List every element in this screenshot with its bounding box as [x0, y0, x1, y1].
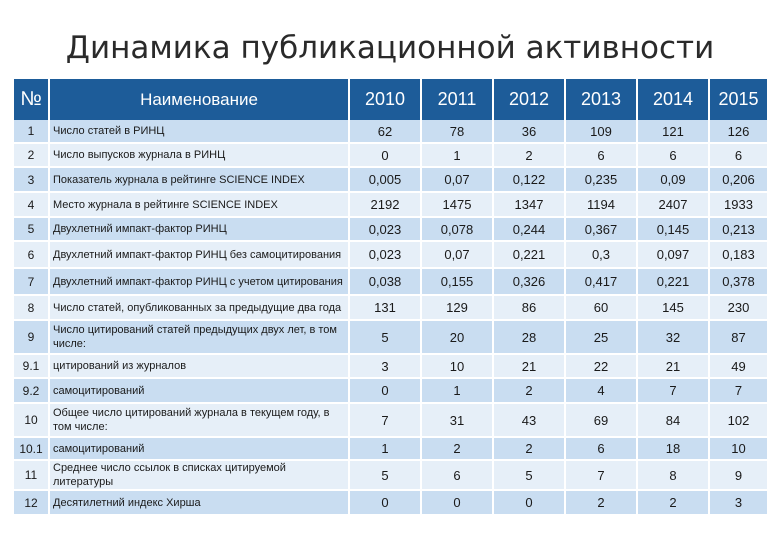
row-value: 86: [494, 296, 566, 321]
row-value: 6: [710, 144, 767, 168]
row-value: 1: [422, 144, 494, 168]
row-value: 2: [494, 438, 566, 461]
table-row: [14, 193, 767, 218]
row-value: 7: [638, 379, 710, 404]
row-value: 121: [638, 120, 710, 144]
row-value: 36: [494, 120, 566, 144]
row-value: 9: [710, 461, 767, 491]
row-value: 2: [566, 491, 638, 516]
row-name: самоцитирований: [50, 379, 350, 404]
row-number: 2: [14, 144, 50, 168]
row-name: Число цитирований статей предыдущих двух лет, в том числе:: [50, 321, 350, 355]
row-value: 1: [422, 379, 494, 404]
row-name: Среднее число ссылок в списках цитируемой литературы: [50, 461, 350, 491]
row-value: 1194: [566, 193, 638, 218]
row-value: 0,078: [422, 218, 494, 242]
row-number: 9: [14, 321, 50, 355]
header-row: [14, 79, 767, 120]
row-value: 0,07: [422, 242, 494, 269]
row-name: Десятилетний индекс Хирша: [50, 491, 350, 516]
row-name: Место журнала в рейтинге SCIENCE INDEX: [50, 193, 350, 218]
row-name: цитирований из журналов: [50, 355, 350, 379]
row-value: 0,235: [566, 168, 638, 193]
row-number: 1: [14, 120, 50, 144]
table-row: [14, 438, 767, 461]
row-number: 3: [14, 168, 50, 193]
row-value: 0,221: [638, 269, 710, 296]
table-row: [14, 120, 767, 144]
table-row: [14, 296, 767, 321]
row-value: 84: [638, 404, 710, 438]
row-value: 1: [350, 438, 422, 461]
row-value: 69: [566, 404, 638, 438]
row-value: 18: [638, 438, 710, 461]
publication-activity-table: [14, 79, 767, 516]
row-value: 6: [566, 144, 638, 168]
row-value: 0,023: [350, 242, 422, 269]
row-value: 0,326: [494, 269, 566, 296]
table-row: [14, 269, 767, 296]
header-year: 2012: [494, 79, 566, 120]
row-value: 0,145: [638, 218, 710, 242]
row-value: 0,005: [350, 168, 422, 193]
header-year: 2015: [710, 79, 767, 120]
row-value: 0,038: [350, 269, 422, 296]
row-name: самоцитирований: [50, 438, 350, 461]
row-value: 131: [350, 296, 422, 321]
header-name: Наименование: [50, 79, 350, 120]
row-number: 10: [14, 404, 50, 438]
row-name: Двухлетний импакт-фактор РИНЦ: [50, 218, 350, 242]
row-value: 0,244: [494, 218, 566, 242]
row-value: 87: [710, 321, 767, 355]
row-value: 10: [710, 438, 767, 461]
table-row: [14, 168, 767, 193]
row-number: 5: [14, 218, 50, 242]
row-value: 25: [566, 321, 638, 355]
row-value: 2: [638, 491, 710, 516]
table-row: [14, 218, 767, 242]
row-value: 0,122: [494, 168, 566, 193]
row-value: 31: [422, 404, 494, 438]
row-value: 60: [566, 296, 638, 321]
table-row: [14, 144, 767, 168]
row-value: 0,07: [422, 168, 494, 193]
row-number: 9.2: [14, 379, 50, 404]
table-row: [14, 491, 767, 516]
row-value: 20: [422, 321, 494, 355]
row-value: 5: [350, 321, 422, 355]
header-year: 2013: [566, 79, 638, 120]
row-value: 1475: [422, 193, 494, 218]
row-value: 21: [638, 355, 710, 379]
row-value: 2: [494, 379, 566, 404]
row-value: 2192: [350, 193, 422, 218]
row-value: 0: [350, 144, 422, 168]
row-number: 12: [14, 491, 50, 516]
row-value: 5: [350, 461, 422, 491]
row-number: 9.1: [14, 355, 50, 379]
row-value: 0,367: [566, 218, 638, 242]
table-row: [14, 379, 767, 404]
table-row: [14, 321, 767, 355]
row-name: Число выпусков журнала в РИНЦ: [50, 144, 350, 168]
row-value: 0,09: [638, 168, 710, 193]
row-value: 2: [422, 438, 494, 461]
row-value: 5: [494, 461, 566, 491]
row-value: 7: [350, 404, 422, 438]
row-name: Двухлетний импакт-фактор РИНЦ с учетом цитирования: [50, 269, 350, 296]
row-value: 0: [350, 379, 422, 404]
table-row: [14, 242, 767, 269]
row-value: 49: [710, 355, 767, 379]
row-value: 2407: [638, 193, 710, 218]
row-value: 126: [710, 120, 767, 144]
row-value: 0,023: [350, 218, 422, 242]
row-value: 10: [422, 355, 494, 379]
row-value: 0: [494, 491, 566, 516]
row-value: 43: [494, 404, 566, 438]
row-value: 6: [566, 438, 638, 461]
row-value: 3: [350, 355, 422, 379]
row-name: Общее число цитирований журнала в текущем году, в том числе:: [50, 404, 350, 438]
row-value: 0,378: [710, 269, 767, 296]
row-value: 1347: [494, 193, 566, 218]
table-row: [14, 355, 767, 379]
row-value: 1933: [710, 193, 767, 218]
row-value: 0,155: [422, 269, 494, 296]
row-value: 3: [710, 491, 767, 516]
table-row: [14, 461, 767, 491]
header-year: 2010: [350, 79, 422, 120]
row-value: 0,206: [710, 168, 767, 193]
row-name: Двухлетний импакт-фактор РИНЦ без самоцитирования: [50, 242, 350, 269]
row-value: 21: [494, 355, 566, 379]
row-value: 145: [638, 296, 710, 321]
row-value: 102: [710, 404, 767, 438]
row-value: 129: [422, 296, 494, 321]
header-year: 2011: [422, 79, 494, 120]
header-year: 2014: [638, 79, 710, 120]
row-value: 2: [494, 144, 566, 168]
row-number: 6: [14, 242, 50, 269]
row-value: 32: [638, 321, 710, 355]
row-number: 10.1: [14, 438, 50, 461]
row-value: 0,417: [566, 269, 638, 296]
row-number: 7: [14, 269, 50, 296]
table-row: [14, 404, 767, 438]
row-name: Число статей в РИНЦ: [50, 120, 350, 144]
row-value: 230: [710, 296, 767, 321]
row-name: Число статей, опубликованных за предыдущие два года: [50, 296, 350, 321]
row-value: 0,097: [638, 242, 710, 269]
row-name: Показатель журнала в рейтинге SCIENCE INDEX: [50, 168, 350, 193]
row-value: 4: [566, 379, 638, 404]
row-number: 4: [14, 193, 50, 218]
row-value: 0,3: [566, 242, 638, 269]
row-value: 7: [710, 379, 767, 404]
row-value: 0,221: [494, 242, 566, 269]
row-value: 0,213: [710, 218, 767, 242]
row-value: 6: [638, 144, 710, 168]
row-number: 11: [14, 461, 50, 491]
row-value: 0: [422, 491, 494, 516]
page-title: Динамика публикационной активности: [65, 30, 715, 66]
row-value: 22: [566, 355, 638, 379]
row-value: 0: [350, 491, 422, 516]
header-number: №: [14, 79, 50, 120]
row-value: 8: [638, 461, 710, 491]
row-value: 28: [494, 321, 566, 355]
row-number: 8: [14, 296, 50, 321]
row-value: 0,183: [710, 242, 767, 269]
row-value: 62: [350, 120, 422, 144]
row-value: 7: [566, 461, 638, 491]
row-value: 78: [422, 120, 494, 144]
row-value: 6: [422, 461, 494, 491]
row-value: 109: [566, 120, 638, 144]
